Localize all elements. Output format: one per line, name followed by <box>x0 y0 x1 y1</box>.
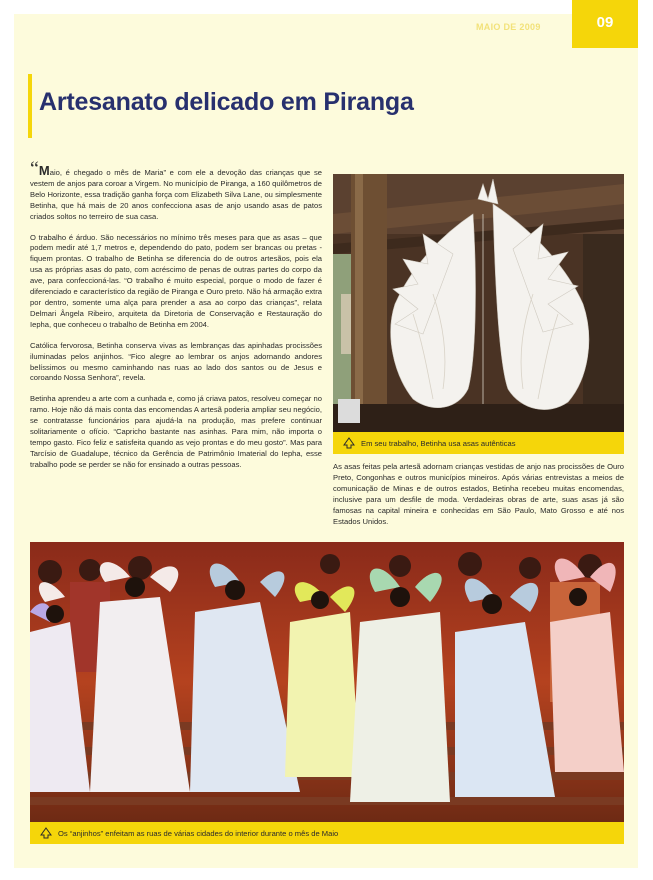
page-number: 09 <box>596 14 614 31</box>
article-paragraph-1 <box>30 158 322 223</box>
article-body-right <box>333 462 624 527</box>
article-paragraph-4: Betinha aprendeu a arte com a cunhada e, como já criava patos, resolveu começar no ramo. Hoje não dá mais conta das encomendas A artesã poderia ampliar seu negócio, se contratasse funcionários para ajudá-la na produção, mas prefere continuar solitariamente o ofício. “Capricho bastante nas asinhas. Para mim, não importa o tempo gasto. Fico feliz e satisfeita quando as vejo prontas e do meu gosto”. Mas para Tarcísio de Guadalupe, técnico da Gerência de Patrimônio Imaterial do Iepha, esse trabalho pode se perder se não for ensinado a outras pessoas. <box>30 394 322 469</box>
bottom-photo-caption <box>30 822 624 844</box>
bottom-caption-text: Os “anjinhos” enfeitam as ruas de várias cidades do interior durante o mês de Maio <box>58 828 339 838</box>
article-paragraph-5: As asas feitas pela artesã adornam crianças vestidas de anjo nas procissões de Ouro Preto, Congonhas e outros municípios mineiros. Após várias entrevistas a meios de comunicação de Minas e de outros estados, Betinha recebeu muitas encomendas, inclusive para um desfile de moda. Verdadeiras obras de arte, suas asas já são famosas na capital mineira e conhecidas em São Paulo, Mato Grosso e até nos Estados Unidos. <box>333 462 624 526</box>
procession-illustration <box>30 542 624 822</box>
article-body-left <box>30 158 322 481</box>
angel-arrow-icon <box>343 437 355 449</box>
opening-quote: “ <box>30 158 39 180</box>
top-photo-caption <box>333 432 624 454</box>
angel-wings-illustration <box>333 174 624 432</box>
procession-photo <box>30 542 624 822</box>
article-paragraph-3: Católica fervorosa, Betinha conserva vivas as lembranças das apinhadas procissões iluminadas pelos anjinhos. “Fico alegre ao lembrar os anjos adornando andores belíssimos ou mesmo caminhando nas ruas ao lado dos santos ou de Jesus e coroando Nossa Senhora”, revela. <box>30 340 322 383</box>
article-paragraph-2: O trabalho é árduo. São necessários no mínimo três meses para que as asas – que podem medir até 1,7 metros e, dependendo do pato, podem ser brancas ou pretas - fiquem prontas. O trabalho de Betinha se diferencia do de outros artesãos, pois ela usa as próprias asas do pato, com acréscimo de penas de outras partes do corpo da ave, para confeccioná-las. “O trabalho é muito especial, porque o modo de fazer é diferenciado e característico da região de Piranga e Ouro preto. Não há armação extra por dentro, somente uma alça para prender a asa ao corpo das crianças”, relata Delmari Ângela Ribeiro, arquiteta da Diretoria de Conservação e Restauração do Iepha, que conheceu o trabalho de Betinha em 2004. <box>30 232 322 329</box>
page-number-box <box>572 0 638 48</box>
title-accent-bar <box>28 74 32 138</box>
article-title: Artesanato delicado em Piranga <box>39 88 414 116</box>
angel-arrow-icon <box>40 827 52 839</box>
issue-date: MAIO DE 2009 <box>476 22 541 32</box>
angel-wings-photo <box>333 174 624 432</box>
drop-cap: M <box>38 163 50 178</box>
paragraph-text: aio, é chegado o mês de Maria” e com ele a devoção das crianças que se vestem de anjos para coroar a Virgem. No município de Piranga, a 160 quilômetros de Belo Horizonte, essa tradição ganha força com Elizabeth Silva Lane, ou simplesmente Betinha, que há mais de 20 anos confecciona asas de anjo usando asas de patos criados soltos no terreiro de sua casa. <box>30 168 322 221</box>
top-caption-text: Em seu trabalho, Betinha usa asas autênticas <box>361 438 516 448</box>
